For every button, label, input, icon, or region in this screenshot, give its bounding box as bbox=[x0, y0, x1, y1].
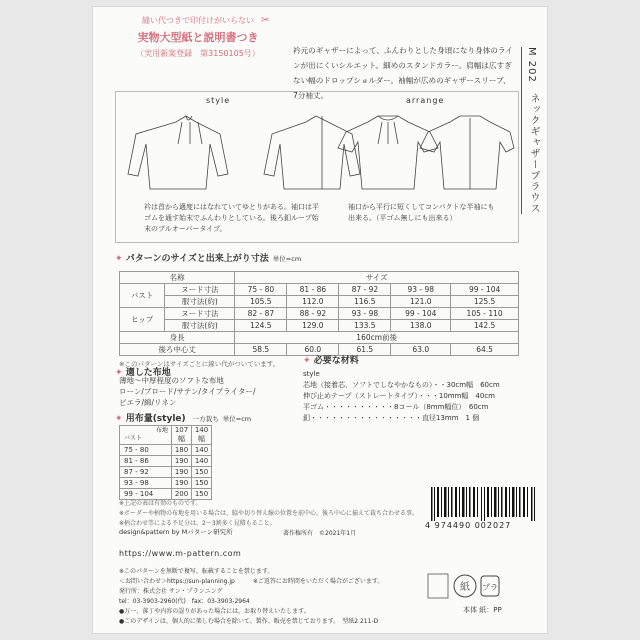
garment-label: 服寸法(約) bbox=[165, 296, 235, 308]
table-cell: 88 - 92 bbox=[287, 308, 339, 320]
arrange-caption: 袖口から平行に短くしてコンパクトな半袖にも出来る。（平ゴム無しにも出来る） bbox=[348, 203, 495, 222]
registration-mark-icon bbox=[428, 574, 448, 598]
table-cell: 105.5 bbox=[235, 296, 287, 308]
table-cell: 124.5 bbox=[235, 320, 287, 332]
table-cell: 87 - 92 bbox=[339, 284, 391, 296]
garment-label: 服寸法(約) bbox=[165, 320, 235, 332]
table-cell: 190 bbox=[172, 456, 192, 467]
note-line: ※上記の表は有効のものです。 bbox=[119, 500, 202, 507]
table-cell: 150 bbox=[192, 467, 212, 478]
svg-text:プラ: プラ bbox=[482, 583, 498, 592]
style-caption: 衿は首から適度にはなれていてゆとりがある。袖口は平ゴムを通す始末でふんわりとしている。後ろ釦ループ始末のプルオーバータイプ。 bbox=[144, 203, 319, 233]
size-header: サイズ bbox=[235, 272, 519, 284]
table-cell: 105 - 110 bbox=[451, 308, 519, 320]
material-line: 伸び止めテープ（ストレートタイプ）・・・10mm幅 40cm bbox=[303, 392, 495, 400]
feature-line-3: （実用新案登録 第3150105号） bbox=[136, 49, 260, 58]
material-line: 平ゴム・・・・・・・・・・8コール（8mm幅位） 60cm bbox=[303, 403, 489, 411]
material-line: 釦・・・・・・・・・・・・・・・・直径13mm 1 個 bbox=[303, 414, 480, 422]
copyright: 著作権所有 ©2021年1月 bbox=[283, 530, 357, 537]
table-cell: 133.5 bbox=[339, 320, 391, 332]
hip-label: ヒップ bbox=[120, 308, 165, 332]
footer-line: 発行所：株式会社 サン・プランニング bbox=[119, 588, 223, 595]
yardage-corner: 布地 バスト bbox=[120, 426, 172, 445]
table-cell: 60.0 bbox=[287, 344, 339, 356]
feature-line-2: 実物大型紙と説明書つき bbox=[137, 31, 259, 44]
table-cell: 61.5 bbox=[339, 344, 391, 356]
table-cell: 112.0 bbox=[287, 296, 339, 308]
footer-line: tel：03-3903-2960(代) fax：03-3903-2964 bbox=[119, 598, 250, 605]
size-note: ※このパターンはサイズごとに線い代がついています。 bbox=[119, 360, 280, 368]
recycle-marks bbox=[427, 573, 501, 603]
table-cell: 81 - 86 bbox=[120, 456, 172, 467]
material-line: 芯地（接着芯、ソフトでしなやかなもの）・・30cm幅 60cm bbox=[303, 381, 500, 389]
materials-heading: ✦ 必要な材料 bbox=[303, 356, 359, 366]
barcode bbox=[429, 487, 539, 521]
blouse-drawings bbox=[116, 104, 520, 204]
bullet-icon: ✦ bbox=[115, 368, 126, 378]
materials-list bbox=[303, 369, 517, 424]
yardage-heading: ✦ 用布量(style) 一方裁ち 単位=cm bbox=[115, 414, 252, 424]
table-cell: 138.0 bbox=[391, 320, 451, 332]
footer-line: ※このパターンを無断で複写、転載することを禁じます。 bbox=[119, 568, 274, 575]
table-cell: 150 bbox=[192, 489, 212, 500]
nude-label: ヌード寸法 bbox=[165, 308, 235, 320]
style-blouse-drawing bbox=[128, 116, 360, 189]
nude-label: ヌード寸法 bbox=[165, 284, 235, 296]
note-line: ※柄合わせ等による不足分は、2～3割多く見積もること。 bbox=[119, 520, 276, 527]
fabric-line: ローン/ブロード/サテン/タイプライター/ bbox=[119, 387, 256, 396]
table-cell: 93 - 98 bbox=[120, 478, 172, 489]
table-cell: 99 - 104 bbox=[451, 284, 519, 296]
table-cell: 121.0 bbox=[391, 296, 451, 308]
table-cell: 99 - 104 bbox=[120, 489, 172, 500]
yardage-table bbox=[119, 425, 212, 500]
arrange-blouse-drawing bbox=[338, 116, 514, 189]
svg-text:紙: 紙 bbox=[460, 582, 470, 593]
table-cell: 150 bbox=[192, 478, 212, 489]
yardage-notes bbox=[119, 499, 418, 529]
pattern-name: ネックギャザーブラウス bbox=[528, 92, 539, 214]
table-cell: 180 bbox=[172, 445, 192, 456]
table-cell: 93 - 98 bbox=[339, 308, 391, 320]
cb-length-label: 後ろ中心丈 bbox=[120, 344, 235, 356]
table-cell: 63.0 bbox=[391, 344, 451, 356]
table-cell: 140 bbox=[192, 456, 212, 467]
footer-line: ＜お問い合わせ＞https://sun-planning.jp ※ご返答にお時間をいただく場合がございます。 bbox=[119, 578, 384, 585]
intro-text: 衿元のギャザーによって、ふんわりとした身頃になり身体のラインが出にくいシルエット。細めのスタンドカラー。肩幅は広すぎない幅のドロップショルダー。袖幅が広めのギャザースリーブ、7分袖丈。 bbox=[293, 46, 513, 100]
vertical-title bbox=[521, 47, 543, 214]
fabric-list bbox=[119, 375, 255, 408]
height-value: 160cm前後 bbox=[235, 332, 519, 344]
table-cell: 129.0 bbox=[287, 320, 339, 332]
bullet-icon: ✦ bbox=[115, 254, 126, 264]
table-cell: 58.5 bbox=[235, 344, 287, 356]
fabric-heading: ✦ 適した布地 bbox=[115, 368, 171, 378]
scissors-icon: ✂ bbox=[261, 15, 270, 26]
footer-line: ●万一、落丁や内容の誤りがあった場合には、お取り替えいたします。 bbox=[119, 608, 310, 615]
footer-info bbox=[119, 567, 479, 627]
footer-line: ●このデザインは、個人的に楽しむ場合を除いて、製作、販売を禁じております。 型紙2 211-D bbox=[119, 618, 379, 625]
barcode-number: 4 974490 002027 bbox=[425, 521, 512, 530]
pattern-envelope bbox=[92, 6, 548, 634]
table-cell: 75 - 80 bbox=[235, 284, 287, 296]
materials-style-label: style bbox=[303, 370, 320, 378]
table-cell: 99 - 104 bbox=[391, 308, 451, 320]
table-cell: 64.5 bbox=[451, 344, 519, 356]
bust-label: バスト bbox=[120, 284, 165, 308]
table-cell: 87 - 92 bbox=[120, 467, 172, 478]
note-line: ※ボーダーや柄物の布地を用いる場合は、脇や切り替え線の位置を前中心、後ろ中心に揃えて裁ち合わせる事。 bbox=[119, 510, 419, 517]
table-cell: 200 bbox=[172, 489, 192, 500]
size-table bbox=[119, 271, 519, 356]
table-cell: 125.5 bbox=[451, 296, 519, 308]
arrange-label: arrange bbox=[406, 96, 445, 105]
table-cell: 93 - 98 bbox=[391, 284, 451, 296]
table-cell: 190 bbox=[172, 467, 192, 478]
illustration-box bbox=[115, 91, 519, 243]
table-cell: 81 - 86 bbox=[287, 284, 339, 296]
table-cell: 142.5 bbox=[451, 320, 519, 332]
width-header: 140幅 bbox=[192, 426, 212, 445]
design-credit: design&pattern by Mパターン研究所 bbox=[119, 528, 233, 536]
website-link[interactable]: https://www.m-pattern.com bbox=[119, 549, 242, 558]
material-label: 本体 紙：PP bbox=[463, 606, 502, 614]
fabric-line: 薄地～中厚程度のソフトな布地 bbox=[119, 376, 224, 385]
pattern-code: M 202 bbox=[526, 47, 537, 83]
table-cell: 190 bbox=[172, 478, 192, 489]
size-section-heading: ✦ パターンのサイズと出来上がり寸法 単位=cm bbox=[115, 254, 302, 264]
table-cell: 140 bbox=[192, 445, 212, 456]
width-header: 107幅 bbox=[172, 426, 192, 445]
style-label: style bbox=[206, 96, 231, 105]
height-label: 身長 bbox=[120, 332, 235, 344]
fabric-line: ビエラ/綿/リネン bbox=[119, 398, 177, 407]
bullet-icon: ✦ bbox=[303, 356, 314, 366]
name-header: 名称 bbox=[120, 272, 235, 284]
feature-line-1: 縫い代つきで印付けがいらない bbox=[142, 16, 254, 25]
table-cell: 82 - 87 bbox=[235, 308, 287, 320]
table-cell: 75 - 80 bbox=[120, 445, 172, 456]
bullet-icon: ✦ bbox=[115, 414, 126, 424]
table-cell: 116.5 bbox=[339, 296, 391, 308]
